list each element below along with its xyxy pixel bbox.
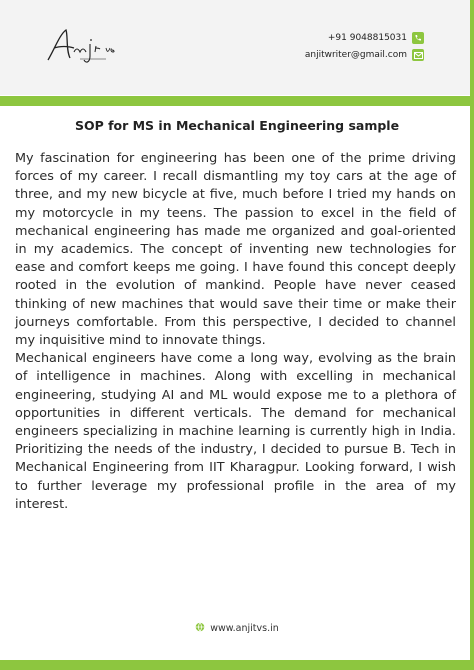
signature-logo	[40, 22, 140, 68]
document-header	[0, 0, 474, 95]
phone-number[interactable]: +91 9048815031	[327, 33, 407, 43]
right-accent-border	[470, 0, 474, 670]
website-link[interactable]: www.anjitvs.in	[210, 623, 279, 634]
globe-icon	[195, 622, 205, 635]
email-row	[305, 49, 424, 61]
document-title: SOP for MS in Mechanical Engineering sample	[74, 118, 400, 133]
footer-accent-bar	[0, 660, 474, 670]
phone-icon	[412, 32, 424, 44]
phone-row	[305, 32, 424, 44]
contact-block	[305, 32, 424, 66]
paragraph-2: Mechanical engineers have come a long way, evolving as the brain of intelligence in machines. Along with excelling in mechanical engineering, studying AI and ML would expose me to a plethora of opportunities in different verticals. The demand for mechanical engineers specializing in machine learning is currently high in India. Prioritizing the needs of the industry, I decided to pursue B. Tech in Mechanical Engineering from IIT Kharagpur. Looking forward, I wish to further leverage my professional profile in the area of my interest.	[15, 351, 456, 512]
email-address[interactable]: anjitwriter@gmail.com	[304, 50, 407, 60]
document-footer	[0, 622, 474, 635]
document-body	[15, 150, 456, 514]
header-accent-bar	[0, 96, 474, 106]
email-icon	[412, 49, 424, 61]
paragraph-1: My fascination for engineering has been one of the prime driving forces of my career. I recall dismantling my toy cars at the age of three, and my new bicycle at five, much before I tried my hands on my motorcycle in my teens. The passion to excel in the field of mechanical engineering has made me organized and goal-oriented in my academics. The concept of inventing new technologies for ease and comfort keeps me going. I have found this concept deeply rooted in the evolution of mankind. People have never ceased thinking of new machines that would save their time or make their journeys comfortable. From this perspective, I decided to channel my inquisitive mind to innovate things.	[15, 151, 456, 349]
